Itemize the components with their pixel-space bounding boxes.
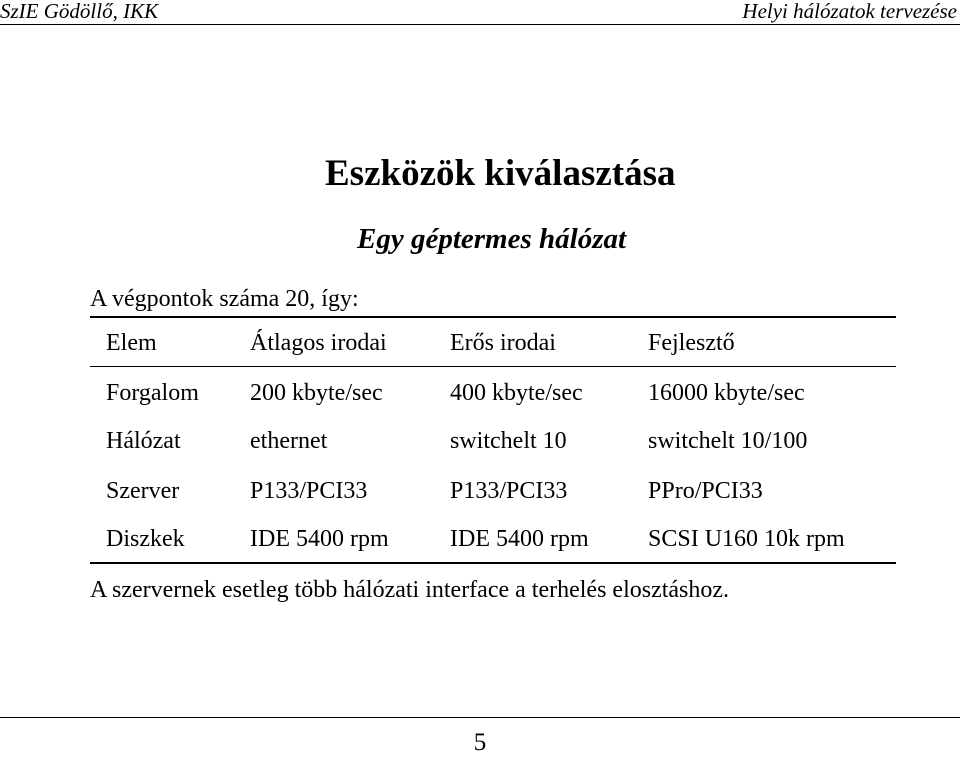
header-course-title: Helyi hálózatok tervezése — [742, 0, 957, 23]
note-text: A szervernek esetleg több hálózati interface a terhelés elosztáshoz. — [90, 577, 730, 603]
table-cell: Szerver — [106, 478, 180, 504]
table-header-rule — [90, 366, 896, 367]
table-cell: Forgalom — [106, 380, 199, 406]
table-cell: P133/PCI33 — [250, 478, 368, 504]
table-cell: 200 kbyte/sec — [250, 380, 383, 406]
table-cell: Hálózat — [106, 428, 181, 454]
page-number: 5 — [473, 729, 487, 756]
table-header-cell: Erős irodai — [450, 330, 556, 356]
table-cell: IDE 5400 rpm — [250, 526, 389, 552]
footer-divider — [0, 717, 960, 718]
header-institution: SzIE Gödöllő, IKK — [0, 0, 159, 23]
table-cell: PPro/PCI33 — [648, 478, 763, 504]
table-header-cell: Fejlesztő — [648, 330, 735, 356]
header-divider — [0, 24, 960, 25]
table-cell: P133/PCI33 — [450, 478, 568, 504]
table-header-cell: Elem — [106, 330, 157, 356]
table-cell: 16000 kbyte/sec — [648, 380, 805, 406]
table-cell: switchelt 10/100 — [648, 428, 808, 454]
slide-subtitle: Egy géptermes hálózat — [357, 223, 627, 255]
slide-title: Eszközök kiválasztása — [325, 153, 676, 194]
table-bottom-rule — [90, 562, 896, 564]
table-cell: switchelt 10 — [450, 428, 567, 454]
table-cell: Diszkek — [106, 526, 185, 552]
table-top-rule — [90, 316, 896, 318]
table-cell: IDE 5400 rpm — [450, 526, 589, 552]
table-header-cell: Átlagos irodai — [250, 330, 387, 356]
table-cell: SCSI U160 10k rpm — [648, 526, 845, 552]
table-cell: 400 kbyte/sec — [450, 380, 583, 406]
table-cell: ethernet — [250, 428, 328, 454]
intro-text: A végpontok száma 20, így: — [90, 286, 359, 312]
